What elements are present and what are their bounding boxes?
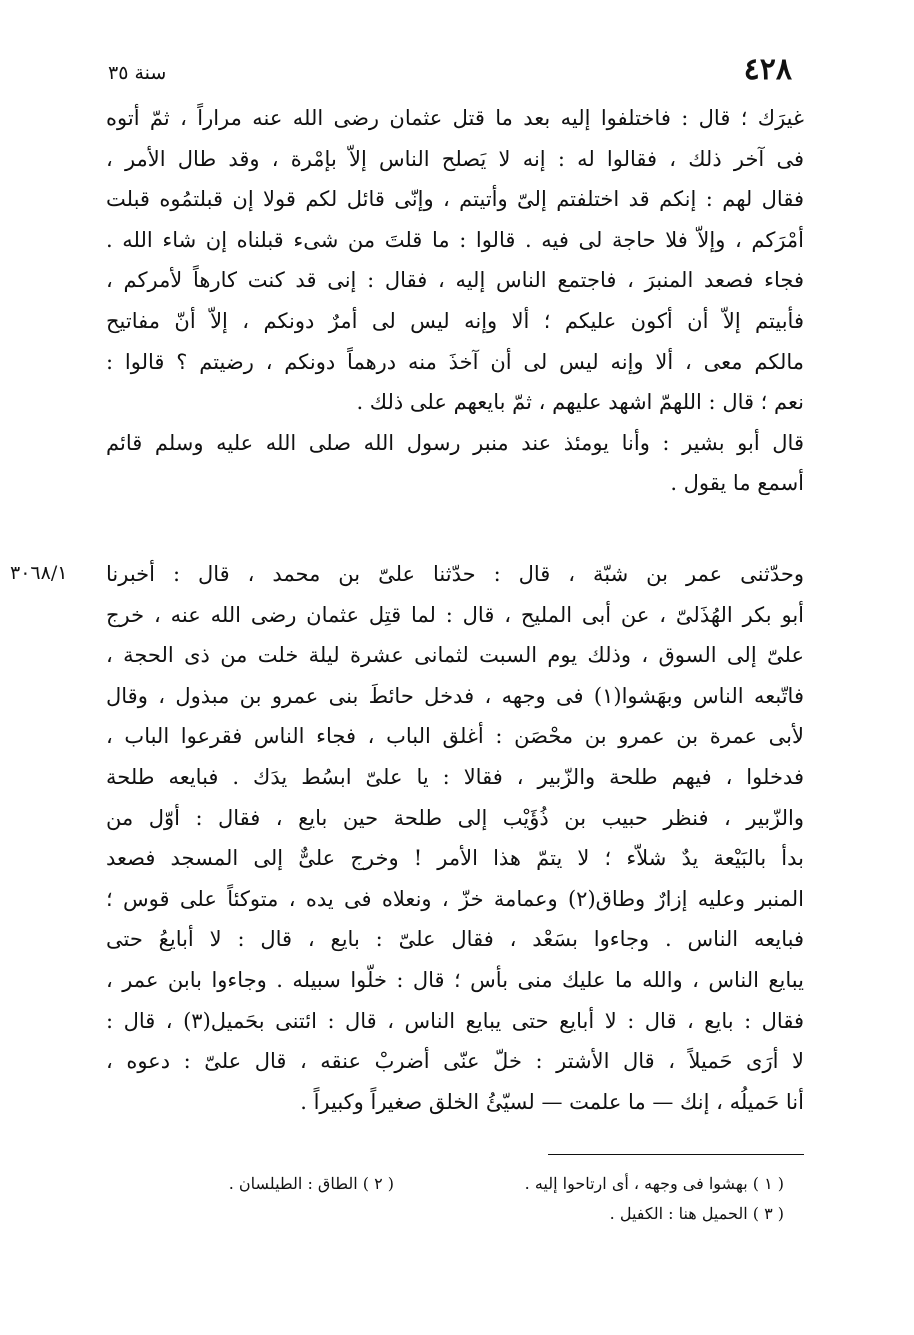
passage-line: علىّ إلى السوق ، وذلك يوم السبت لثمانى عشرة ليلة خلت من ذى الحجة ، xyxy=(106,643,804,668)
passage-line: أسمع ما يقول . xyxy=(670,471,804,496)
passage-line: بدأ بالبَيْعة يدٌ شلاّء ؛ لا يتمّ هذا الأمر ! وخرج علىٌّ إلى المسجد فصعد xyxy=(106,846,804,871)
second-passage xyxy=(106,554,804,1122)
passage-line: لا أرَى حَميلاً ، قال الأشتر : خلّ عنّى أضربْ عنقه ، قال علىّ : دعوه ، xyxy=(106,1049,804,1074)
footnote-1: ( ١ ) بهشوا فى وجهه ، أى ارتاحوا إليه . xyxy=(524,1174,784,1193)
passage-line: لأبى عمرة بن عمرو بن محْصَن : أغلق الباب ، فجاء الناس فقرعوا الباب ، xyxy=(106,724,804,749)
year-label: سنة ٣٥ xyxy=(108,62,167,84)
footnote-2: ( ٢ ) الطاق : الطيلسان . xyxy=(228,1174,394,1193)
passage-line: فقال : بايع ، قال : لا أبايع حتى يبايع الناس ، قال : ائتنى بحَميل(٣) ، قال : xyxy=(106,1008,804,1033)
passage-line: فبايعه الناس . وجاءوا بسَعْد ، فقال علىّ : بايع ، قال : لا أبايعُ حتى xyxy=(106,927,804,952)
passage-line: فقال لهم : إنكم قد اختلفتم إلىّ وأتيتم ، وإنّى قائل لكم قولا إن قبلتمُوه قبلت xyxy=(106,187,804,212)
footnote-divider xyxy=(548,1154,804,1155)
passage-line: فأبيتم إلاّ أن أكون عليكم ؛ ألا وإنه ليس لى أمرٌ دونكم ، إلاّ أنّ مفاتيح xyxy=(106,308,804,333)
passage-line: أمْرَكم ، وإلاّ فلا حاجة لى فيه . قالوا : ما قلتَ من شىء قبلناه إن شاء الله . xyxy=(106,227,804,252)
passage-line: وحدّثنى عمر بن شبّة ، قال : حدّثنا علىّ بن محمد ، قال : أخبرنا xyxy=(106,562,804,586)
passage-line: فى آخر ذلك ، فقالوا له : إنه لا يَصلح الناس إلاّ بإمْرة ، وقد طال الأمر ، xyxy=(106,146,804,171)
passage-line: المنبر وعليه إزارٌ وطاق(٢) وعمامة خزّ ، ونعلاه فى يده ، متوكئاً على قوس ؛ xyxy=(106,886,804,911)
page-number: ٤٢٨ xyxy=(743,52,792,87)
first-passage xyxy=(106,98,804,504)
passage-line: والزّبير ، فنظر حبيب بن ذُؤَيْب إلى طلحة حين بايع ، فقال : أوّل من xyxy=(106,805,804,830)
passage-line: نعم ؛ قال : اللهمّ اشهد عليهم ، ثمّ بايعهم على ذلك . xyxy=(356,390,804,415)
footnote-3: ( ٣ ) الحميل هنا : الكفيل . xyxy=(609,1204,784,1223)
passage-line: أبو بكر الهُذَلىّ ، عن أبى المليح ، قال : لما قتِل عثمان رضى الله عنه ، خرج xyxy=(106,602,805,627)
passage-line: قال أبو بشير : وأنا يومئذ عند منبر رسول الله صلى الله عليه وسلم قائم xyxy=(106,430,804,455)
passage-line: فجاء فصعد المنبرَ ، فاجتمع الناس إليه ، فقال : إنى قد كنت كارهاً لأمركم ، xyxy=(106,268,804,293)
passage-line: مالكم معى ، ألا وإنه ليس لى أن آخذَ منه درهماً دونكم ، رضيتم ؟ قالوا : xyxy=(106,349,804,374)
passage-line: يبايع الناس ، والله ما عليك منى بأس ؛ قال : خلّوا سبيله . وجاءوا بابن عمر ، xyxy=(106,967,804,992)
passage-line: غيرَك ؛ قال : فاختلفوا إليه بعد ما قتل عثمان رضى الله عنه مراراً ، ثمّ أتوه xyxy=(106,106,804,130)
passage-line: فدخلوا ، فيهم طلحة والزّبير ، فقالا : يا علىّ ابسُط يدَك . فبايعه طلحة xyxy=(106,764,804,789)
passage-line: أنا حَميلُه ، إنك — ما علمت — لسيّئُ الخلق صغيراً وكبيراً . xyxy=(300,1089,804,1114)
margin-reference: ٣٠٦٨/١ xyxy=(10,562,68,584)
passage-line: فاتّبعه الناس وبهَشوا(١) فى وجهه ، فدخل حائطَ بنى عمرو بن مبذول ، وقال xyxy=(106,683,804,708)
